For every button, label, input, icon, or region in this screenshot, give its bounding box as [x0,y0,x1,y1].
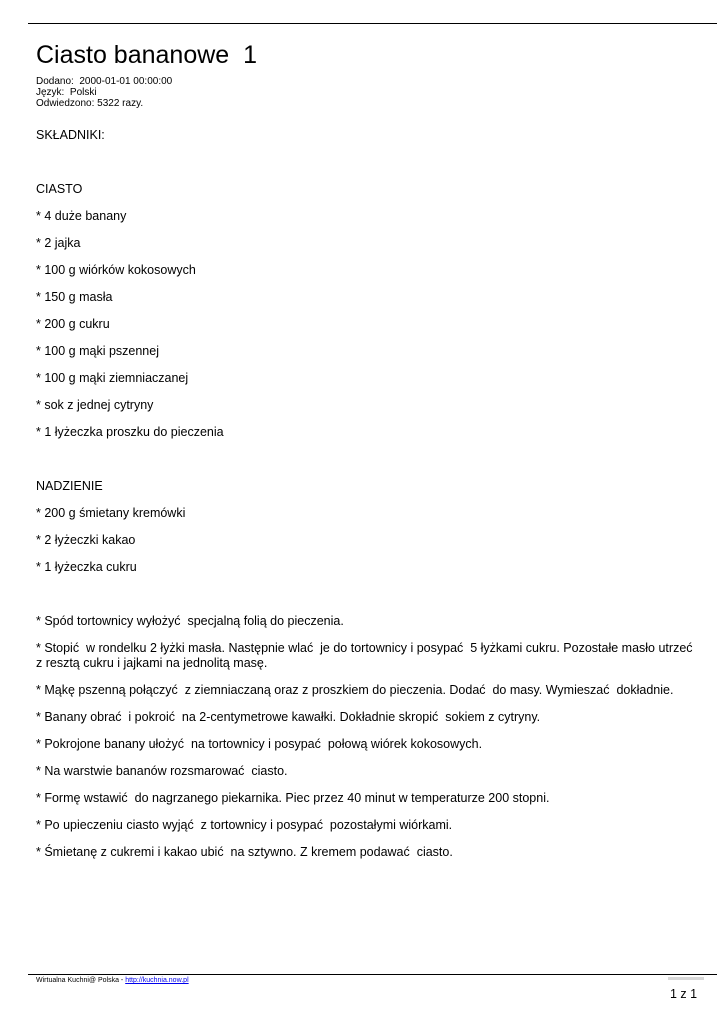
recipe-meta [36,76,172,109]
step-item: * Pokrojone banany ułożyć na tortownicy i posypać połową wiórek kokosowych. [36,737,483,751]
filling-item: * 1 łyżeczka cukru [36,560,137,574]
ingredients-heading: SKŁADNIKI: [36,128,105,142]
ingredient-item: * 100 g mąki pszennej [36,344,159,358]
footer-divider [28,974,717,975]
filling-item: * 200 g śmietany kremówki [36,506,186,520]
filling-heading: NADZIENIE [36,479,103,493]
ingredient-item: * 100 g mąki ziemniaczanej [36,371,189,385]
ingredient-item: * 1 łyżeczka proszku do pieczenia [36,425,224,439]
meta-language: Język: Polski [36,87,97,98]
ingredient-item: * 4 duże banany [36,209,127,223]
footer-link[interactable]: http://kuchnia.now.pl [125,977,189,984]
ingredient-item: * 150 g masła [36,290,113,304]
page-title: Ciasto bananowe 1 [36,41,257,69]
ingredient-item: * 2 jajka [36,236,81,250]
step-item: * Formę wstawić do nagrzanego piekarnika. Piec przez 40 minut w temperaturze 200 stopni. [36,791,550,805]
footer-faint-mark [668,977,704,980]
step-item: * Banany obrać i pokroić na 2-centymetrowe kawałki. Dokładnie skropić sokiem z cytryny. [36,710,541,724]
cake-heading: CIASTO [36,182,83,196]
step-item: * Po upieczeniu ciasto wyjąć z tortownicy i posypać pozostałymi wiórkami. [36,818,453,832]
recipe-content [36,128,700,860]
filling-item: * 2 łyżeczki kakao [36,533,136,547]
page-number: 1 z 1 [670,987,698,1001]
footer [36,976,189,985]
step-item: * Mąkę pszenną połączyć z ziemniaczaną oraz z proszkiem do pieczenia. Dodać do masy. Wymieszać dokładnie. [36,683,674,697]
meta-visits: Odwiedzono: 5322 razy. [36,98,144,109]
ingredient-item: * sok z jednej cytryny [36,398,154,412]
footer-site-text: Wirtualna Kuchni@ Polska - [36,977,126,984]
top-divider [28,23,717,24]
step-item: * Na warstwie bananów rozsmarować ciasto. [36,764,288,778]
step-item: * Stopić w rondelku 2 łyżki masła. Następnie wlać je do tortownicy i posypać 5 łyżkami cukru. Pozostałe masło utrzeć z resztą cukru i jajkami na jednolitą masę. [36,641,700,670]
step-item: * Spód tortownicy wyłożyć specjalną folią do pieczenia. [36,614,344,628]
ingredient-item: * 100 g wiórków kokosowych [36,263,196,277]
ingredient-item: * 200 g cukru [36,317,110,331]
meta-added-date: Dodano: 2000-01-01 00:00:00 [36,76,173,87]
step-item: * Śmietanę z cukremi i kakao ubić na sztywno. Z kremem podawać ciasto. [36,845,453,859]
